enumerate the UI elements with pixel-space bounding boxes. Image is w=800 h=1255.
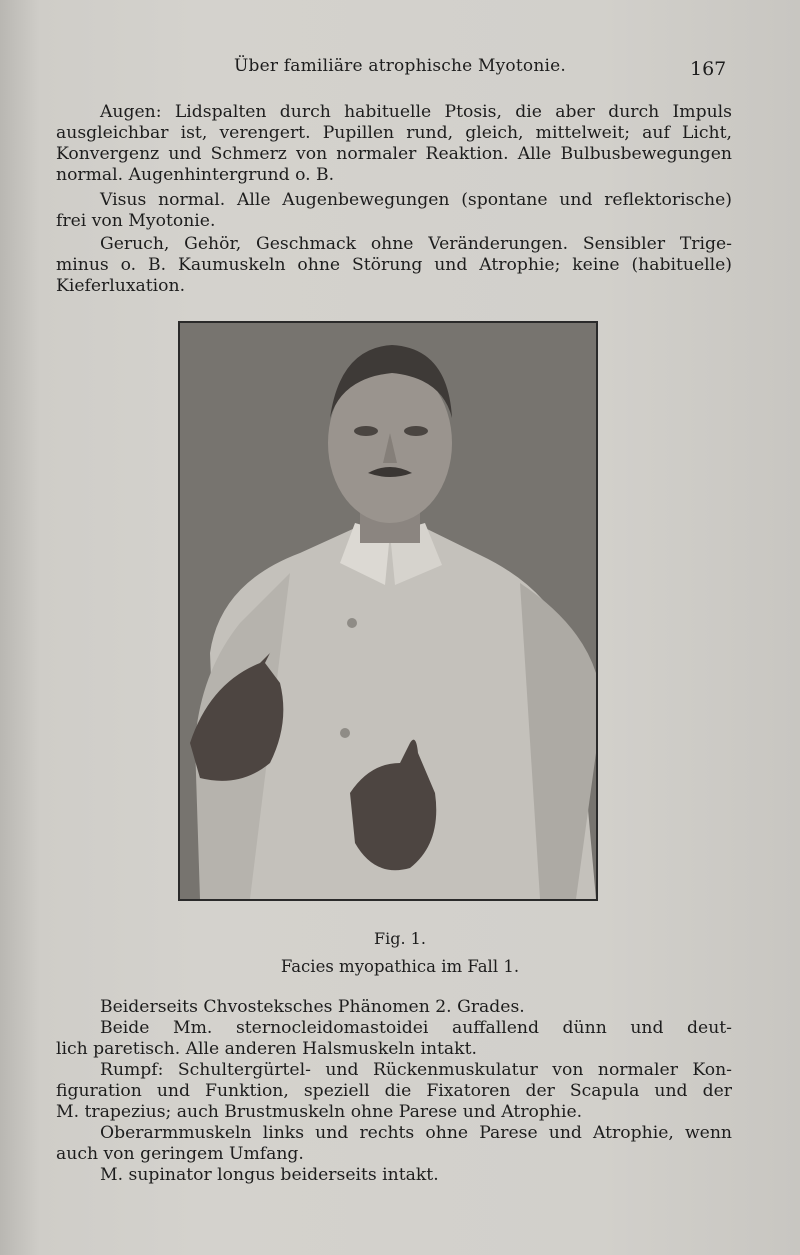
text-line: ausgleichbar ist, verengert. Pupillen rund, gleich, mittelweit; auf Licht, [56,123,732,143]
text-line: figuration und Funktion, speziell die Fixatoren der Scapula und der [56,1081,732,1101]
text-line: Konvergenz und Schmerz von normaler Reaktion. Alle Bulbusbewegungen [56,144,732,164]
page-number: 167 [690,58,727,80]
paragraph-eyes [56,102,732,186]
patient-photograph [178,321,598,901]
text-line: Augen: Lidspalten durch habituelle Ptosis, die aber durch Impuls [100,102,732,122]
text-line: frei von Myotonie. [56,211,216,231]
text-line: lich paretisch. Alle anderen Halsmuskeln intakt. [56,1039,477,1059]
figure-label: Fig. 1. [374,929,426,948]
text-line: Beide Mm. sternocleidomastoidei auffallend dünn und deut- [100,1018,732,1038]
running-title: Über familiäre atrophische Myotonie. [233,56,566,76]
paragraph-neck-trunk [56,997,732,1186]
text-line: M. supinator longus beiderseits intakt. [100,1165,439,1185]
figure-caption: Facies myopathica im Fall 1. [280,957,520,976]
paragraph-visus [56,190,732,232]
paragraph-senses [56,234,732,297]
text-line: normal. Augenhintergrund o. B. [56,165,335,185]
text-line: Beiderseits Chvosteksches Phänomen 2. Grades. [100,997,525,1017]
photo-illustration [180,323,596,899]
text-line: Oberarmmuskeln links und rechts ohne Parese und Atrophie, wenn [100,1123,732,1143]
text-line: Geruch, Gehör, Geschmack ohne Veränderungen. Sensibler Trige- [100,234,732,254]
text-line: Kieferluxation. [56,276,186,296]
text-line: Rumpf: Schultergürtel- und Rückenmuskulatur von normaler Kon- [100,1060,732,1080]
text-line: M. trapezius; auch Brustmuskeln ohne Parese und Atrophie. [56,1102,583,1122]
text-line: minus o. B. Kaumuskeln ohne Störung und Atrophie; keine (habituelle) [56,255,732,275]
text-line: Visus normal. Alle Augenbewegungen (spontane und reflektorische) [100,190,732,210]
text-line: auch von geringem Umfang. [56,1144,304,1164]
